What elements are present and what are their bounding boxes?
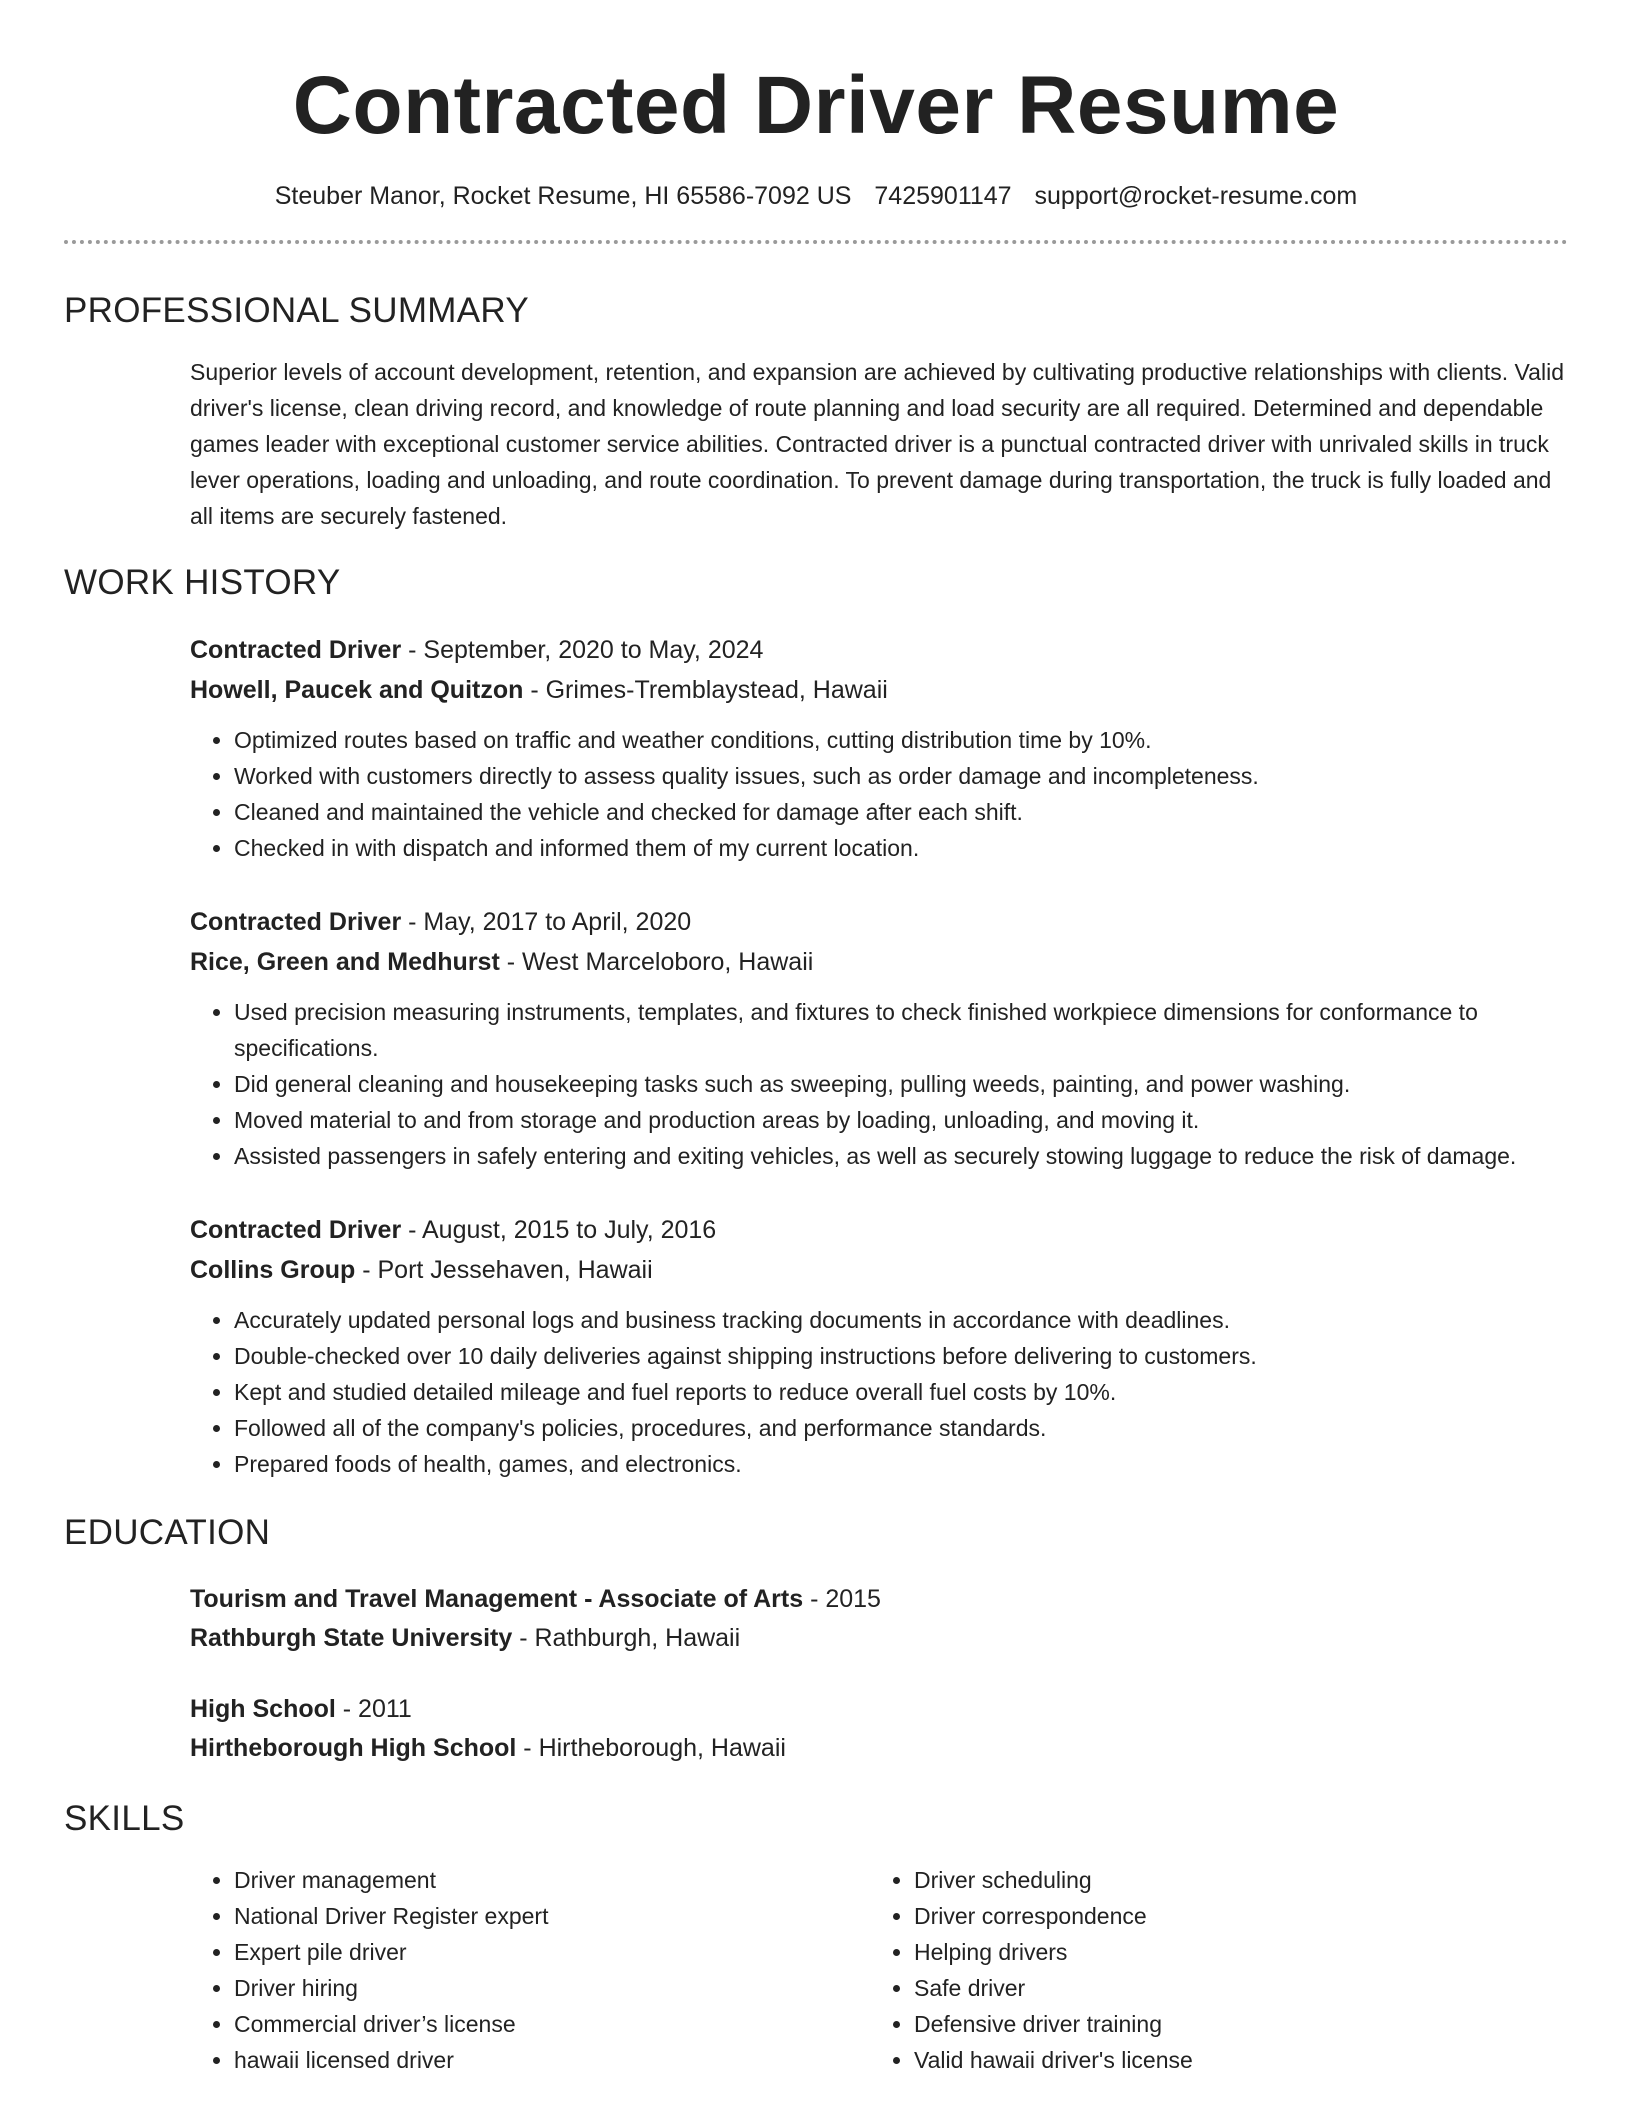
job-bullet: • Kept and studied detailed mileage and fuel reports to reduce overall fuel costs by 10%. <box>234 1374 1568 1410</box>
job-company-line <box>190 942 1568 982</box>
job-bullet: • Prepared foods of health, games, and electronics. <box>234 1446 1568 1482</box>
education-entry <box>190 1580 1568 1658</box>
resume-title: Contracted Driver Resume <box>292 60 1340 151</box>
job-bullets <box>190 1302 1568 1482</box>
education-year: - 2011 <box>335 1695 412 1723</box>
contact-email: support@rocket-resume.com <box>1034 182 1358 210</box>
skills-column-right <box>870 1862 1568 2078</box>
job-company-line <box>190 1250 1568 1290</box>
summary-text: Superior levels of account development, retention, and expansion are achieved by cultivating productive relationships with clients. Valid driver's license, clean driving record, and knowledge of route planning and load security are all required. Determined and dependable games leader with exceptional customer service abilities. Contracted driver is a punctual contracted driver with unrivaled skills in truck lever operations, loading and unloading, and route coordination. To prevent damage during transportation, the truck is fully loaded and all items are securely fastened. <box>190 359 1564 529</box>
job-location: - Grimes-Tremblaystead, Hawaii <box>523 676 888 704</box>
job-location: - West Marceloboro, Hawaii <box>499 948 814 976</box>
job-role: Contracted Driver <box>190 908 402 936</box>
job-role: Contracted Driver <box>190 636 402 664</box>
skills-column-left <box>190 1862 870 2078</box>
education-year: - 2015 <box>803 1585 881 1613</box>
education-degree-line <box>190 1580 1568 1619</box>
education-degree: Tourism and Travel Management - Associate of Arts <box>190 1585 804 1613</box>
job-bullets <box>190 722 1568 866</box>
job-bullet: • Assisted passengers in safely entering and exiting vehicles, as well as securely stowing luggage to reduce the risk of damage. <box>234 1138 1568 1174</box>
contact-address: Steuber Manor, Rocket Resume, HI 65586-7092 US <box>274 182 852 210</box>
education-school-line <box>190 1619 1568 1658</box>
education-degree-line <box>190 1690 1568 1729</box>
job-bullet: • Worked with customers directly to assess quality issues, such as order damage and incompleteness. <box>234 758 1568 794</box>
job-dates: - August, 2015 to July, 2016 <box>401 1216 717 1244</box>
job-title-line <box>190 1210 1568 1250</box>
job-entry <box>190 1210 1568 1482</box>
skill-item: • Driver management <box>234 1862 870 1898</box>
job-dates: - May, 2017 to April, 2020 <box>401 908 692 936</box>
job-company-line <box>190 670 1568 710</box>
job-company: Collins Group <box>190 1256 356 1284</box>
education-school: Hirtheborough High School <box>190 1734 517 1762</box>
skills-grid <box>190 1862 1568 2078</box>
education-school-line <box>190 1729 1568 1768</box>
job-bullet: • Checked in with dispatch and informed them of my current location. <box>234 830 1568 866</box>
job-location: - Port Jessehaven, Hawaii <box>355 1256 653 1284</box>
job-bullet: • Used precision measuring instruments, templates, and fixtures to check finished workpiece dimensions for conformance to specifications. <box>234 994 1568 1066</box>
skill-item: • hawaii licensed driver <box>234 2042 870 2078</box>
job-bullet: • Optimized routes based on traffic and weather conditions, cutting distribution time by 10%. <box>234 722 1568 758</box>
job-role: Contracted Driver <box>190 1216 402 1244</box>
job-title-line <box>190 630 1568 670</box>
job-company: Rice, Green and Medhurst <box>190 948 500 976</box>
education-location: - Hirtheborough, Hawaii <box>516 1734 786 1762</box>
skill-item: • Helping drivers <box>914 1934 1568 1970</box>
job-bullet: • Cleaned and maintained the vehicle and checked for damage after each shift. <box>234 794 1568 830</box>
contact-line <box>64 178 1568 214</box>
job-bullet: • Followed all of the company's policies, procedures, and performance standards. <box>234 1410 1568 1446</box>
job-entry <box>190 902 1568 1174</box>
job-bullet: • Accurately updated personal logs and business tracking documents in accordance with deadlines. <box>234 1302 1568 1338</box>
section-title-work-history: WORK HISTORY <box>64 563 341 602</box>
skill-item: • Driver scheduling <box>914 1862 1568 1898</box>
job-bullets <box>190 994 1568 1174</box>
skill-item: • Driver hiring <box>234 1970 870 2006</box>
contact-phone: 7425901147 <box>874 182 1012 210</box>
skill-item: • Defensive driver training <box>914 2006 1568 2042</box>
education-entry <box>190 1690 1568 1768</box>
skill-item: • Safe driver <box>914 1970 1568 2006</box>
education-location: - Rathburgh, Hawaii <box>512 1624 741 1652</box>
skill-item: • Expert pile driver <box>234 1934 870 1970</box>
skill-item: • Driver correspondence <box>914 1898 1568 1934</box>
skill-item: • National Driver Register expert <box>234 1898 870 1934</box>
section-title-education: EDUCATION <box>64 1513 271 1552</box>
skill-item: • Valid hawaii driver's license <box>914 2042 1568 2078</box>
education-school: Rathburgh State University <box>190 1624 513 1652</box>
section-title-summary: PROFESSIONAL SUMMARY <box>64 291 529 330</box>
job-bullet: • Did general cleaning and housekeeping tasks such as sweeping, pulling weeds, painting, and power washing. <box>234 1066 1568 1102</box>
job-company: Howell, Paucek and Quitzon <box>190 676 524 704</box>
skill-item: • Commercial driver’s license <box>234 2006 870 2042</box>
header-divider <box>64 240 1568 244</box>
job-title-line <box>190 902 1568 942</box>
job-bullet: • Moved material to and from storage and production areas by loading, unloading, and moving it. <box>234 1102 1568 1138</box>
job-bullet: • Double-checked over 10 daily deliveries against shipping instructions before delivering to customers. <box>234 1338 1568 1374</box>
job-dates: - September, 2020 to May, 2024 <box>401 636 764 664</box>
job-entry <box>190 630 1568 866</box>
education-degree: High School <box>190 1695 336 1723</box>
section-title-skills: SKILLS <box>64 1799 185 1838</box>
